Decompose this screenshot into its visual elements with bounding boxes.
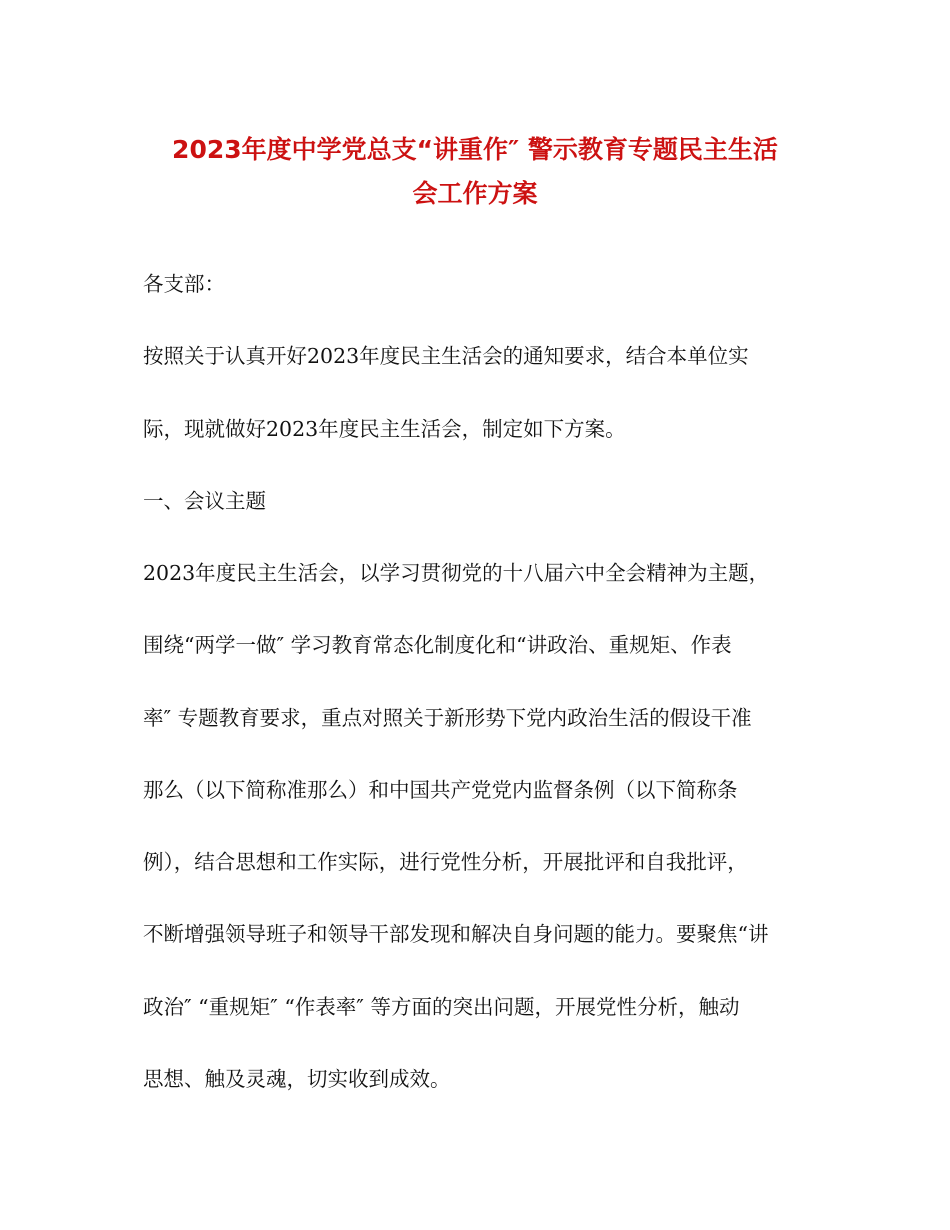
paragraph-line: 际，现就做好2023年度民主生活会，制定如下方案。 bbox=[143, 417, 626, 441]
paragraph-line: 围绕“两学一做″ 学习教育常态化制度化和“讲政治、重规矩、作表 bbox=[143, 633, 732, 657]
paragraph-line: 政治″ “重规矩″ “作表率″ 等方面的突出问题，开展党性分析，触动 bbox=[143, 995, 740, 1019]
salutation: 各支部： bbox=[143, 272, 225, 296]
title-line-1: 2023年度中学党总支“讲重作″ 警示教育专题民主生活 bbox=[172, 135, 778, 164]
paragraph-line: 2023年度民主生活会，以学习贯彻党的十八届六中全会精神为主题， bbox=[143, 561, 770, 585]
document-title bbox=[120, 128, 830, 216]
paragraph-line: 按照关于认真开好2023年度民主生活会的通知要求，结合本单位实 bbox=[143, 344, 749, 368]
paragraph-line: 率″ 专题教育要求，重点对照关于新形势下党内政治生活的假设干准 bbox=[143, 706, 752, 730]
paragraph-line: 思想、触及灵魂，切实收到成效。 bbox=[143, 1067, 451, 1091]
paragraph-line: 那么（以下简称准那么）和中国共产党党内监督条例（以下简称条 bbox=[143, 778, 738, 802]
paragraph-line: 不断增强领导班子和领导干部发现和解决自身问题的能力。要聚焦“讲 bbox=[143, 922, 769, 946]
section-heading: 一、会议主题 bbox=[143, 489, 266, 513]
title-line-2: 会工作方案 bbox=[412, 179, 538, 208]
paragraph-line: 例），结合思想和工作实际，进行党性分析，开展批评和自我批评， bbox=[143, 850, 748, 874]
